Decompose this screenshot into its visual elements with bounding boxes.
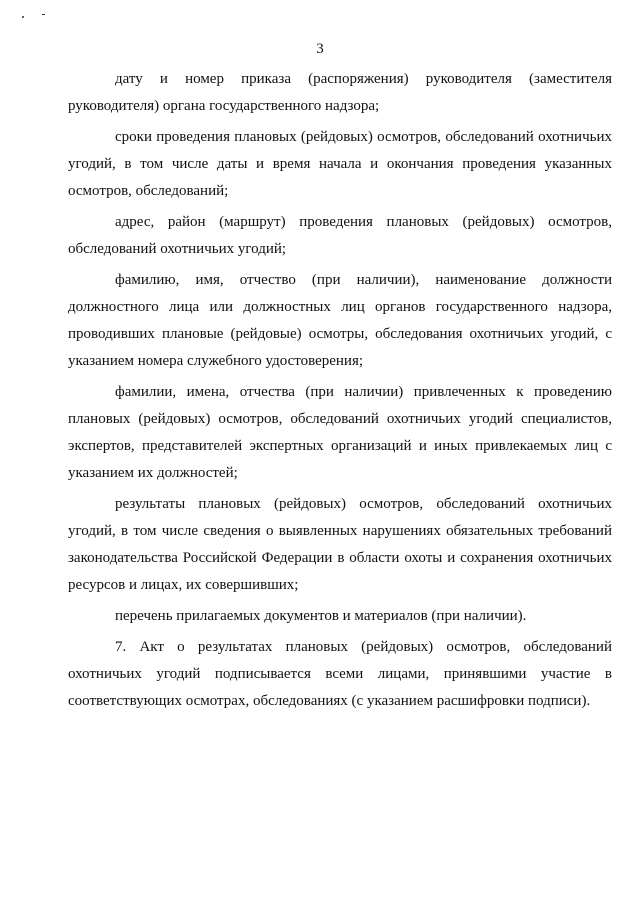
page-number: 3 [316, 41, 324, 57]
scan-dot [22, 16, 24, 18]
paragraph-address-route: адрес, район (маршрут) проведения плановых (рейдовых) осмотров, обследований охотничьих угодий; [68, 214, 612, 257]
scan-dash [42, 14, 45, 15]
paragraph-results: результаты плановых (рейдовых) осмотров, обследований охотничьих угодий, в том числе сведения о выявленных нарушениях обязательных требований законодательства Российской Федерации в области охоты и сохранения охотничьих ресурсов и лицах, их совершивших; [68, 496, 612, 593]
paragraph-involved-specialists: фамилии, имена, отчества (при наличии) привлеченных к проведению плановых (рейдовых) осмотров, обследований охотничьих угодий специалистов, экспертов, представителей экспертных организаций и иных привлекаемых лиц с указанием их должностей; [68, 384, 612, 481]
paragraph-officials: фамилию, имя, отчество (при наличии), наименование должности должностного лица или должностных лиц органов государственного надзора, проводивших плановые (рейдовые) осмотры, обследования охотничьих угодий, с указанием номера служебного удостоверения; [68, 272, 612, 369]
paragraph-item-7-signatures: 7. Акт о результатах плановых (рейдовых) осмотров, обследований охотничьих угодий подписывается всеми лицами, принявшими участие в соответствующих осмотрах, обследованиях (с указанием расшифровки подписи). [68, 639, 612, 709]
document-body [68, 66, 612, 719]
paragraph-attachments: перечень прилагаемых документов и материалов (при наличии). [115, 608, 527, 624]
scan-marks [22, 12, 62, 24]
paragraph-inspection-dates: сроки проведения плановых (рейдовых) осмотров, обследований охотничьих угодий, в том числе даты и время начала и окончания проведения указанных осмотров, обследований; [68, 129, 612, 199]
paragraph-order-date-number: дату и номер приказа (распоряжения) руководителя (заместителя руководителя) органа государственного надзора; [68, 71, 612, 114]
